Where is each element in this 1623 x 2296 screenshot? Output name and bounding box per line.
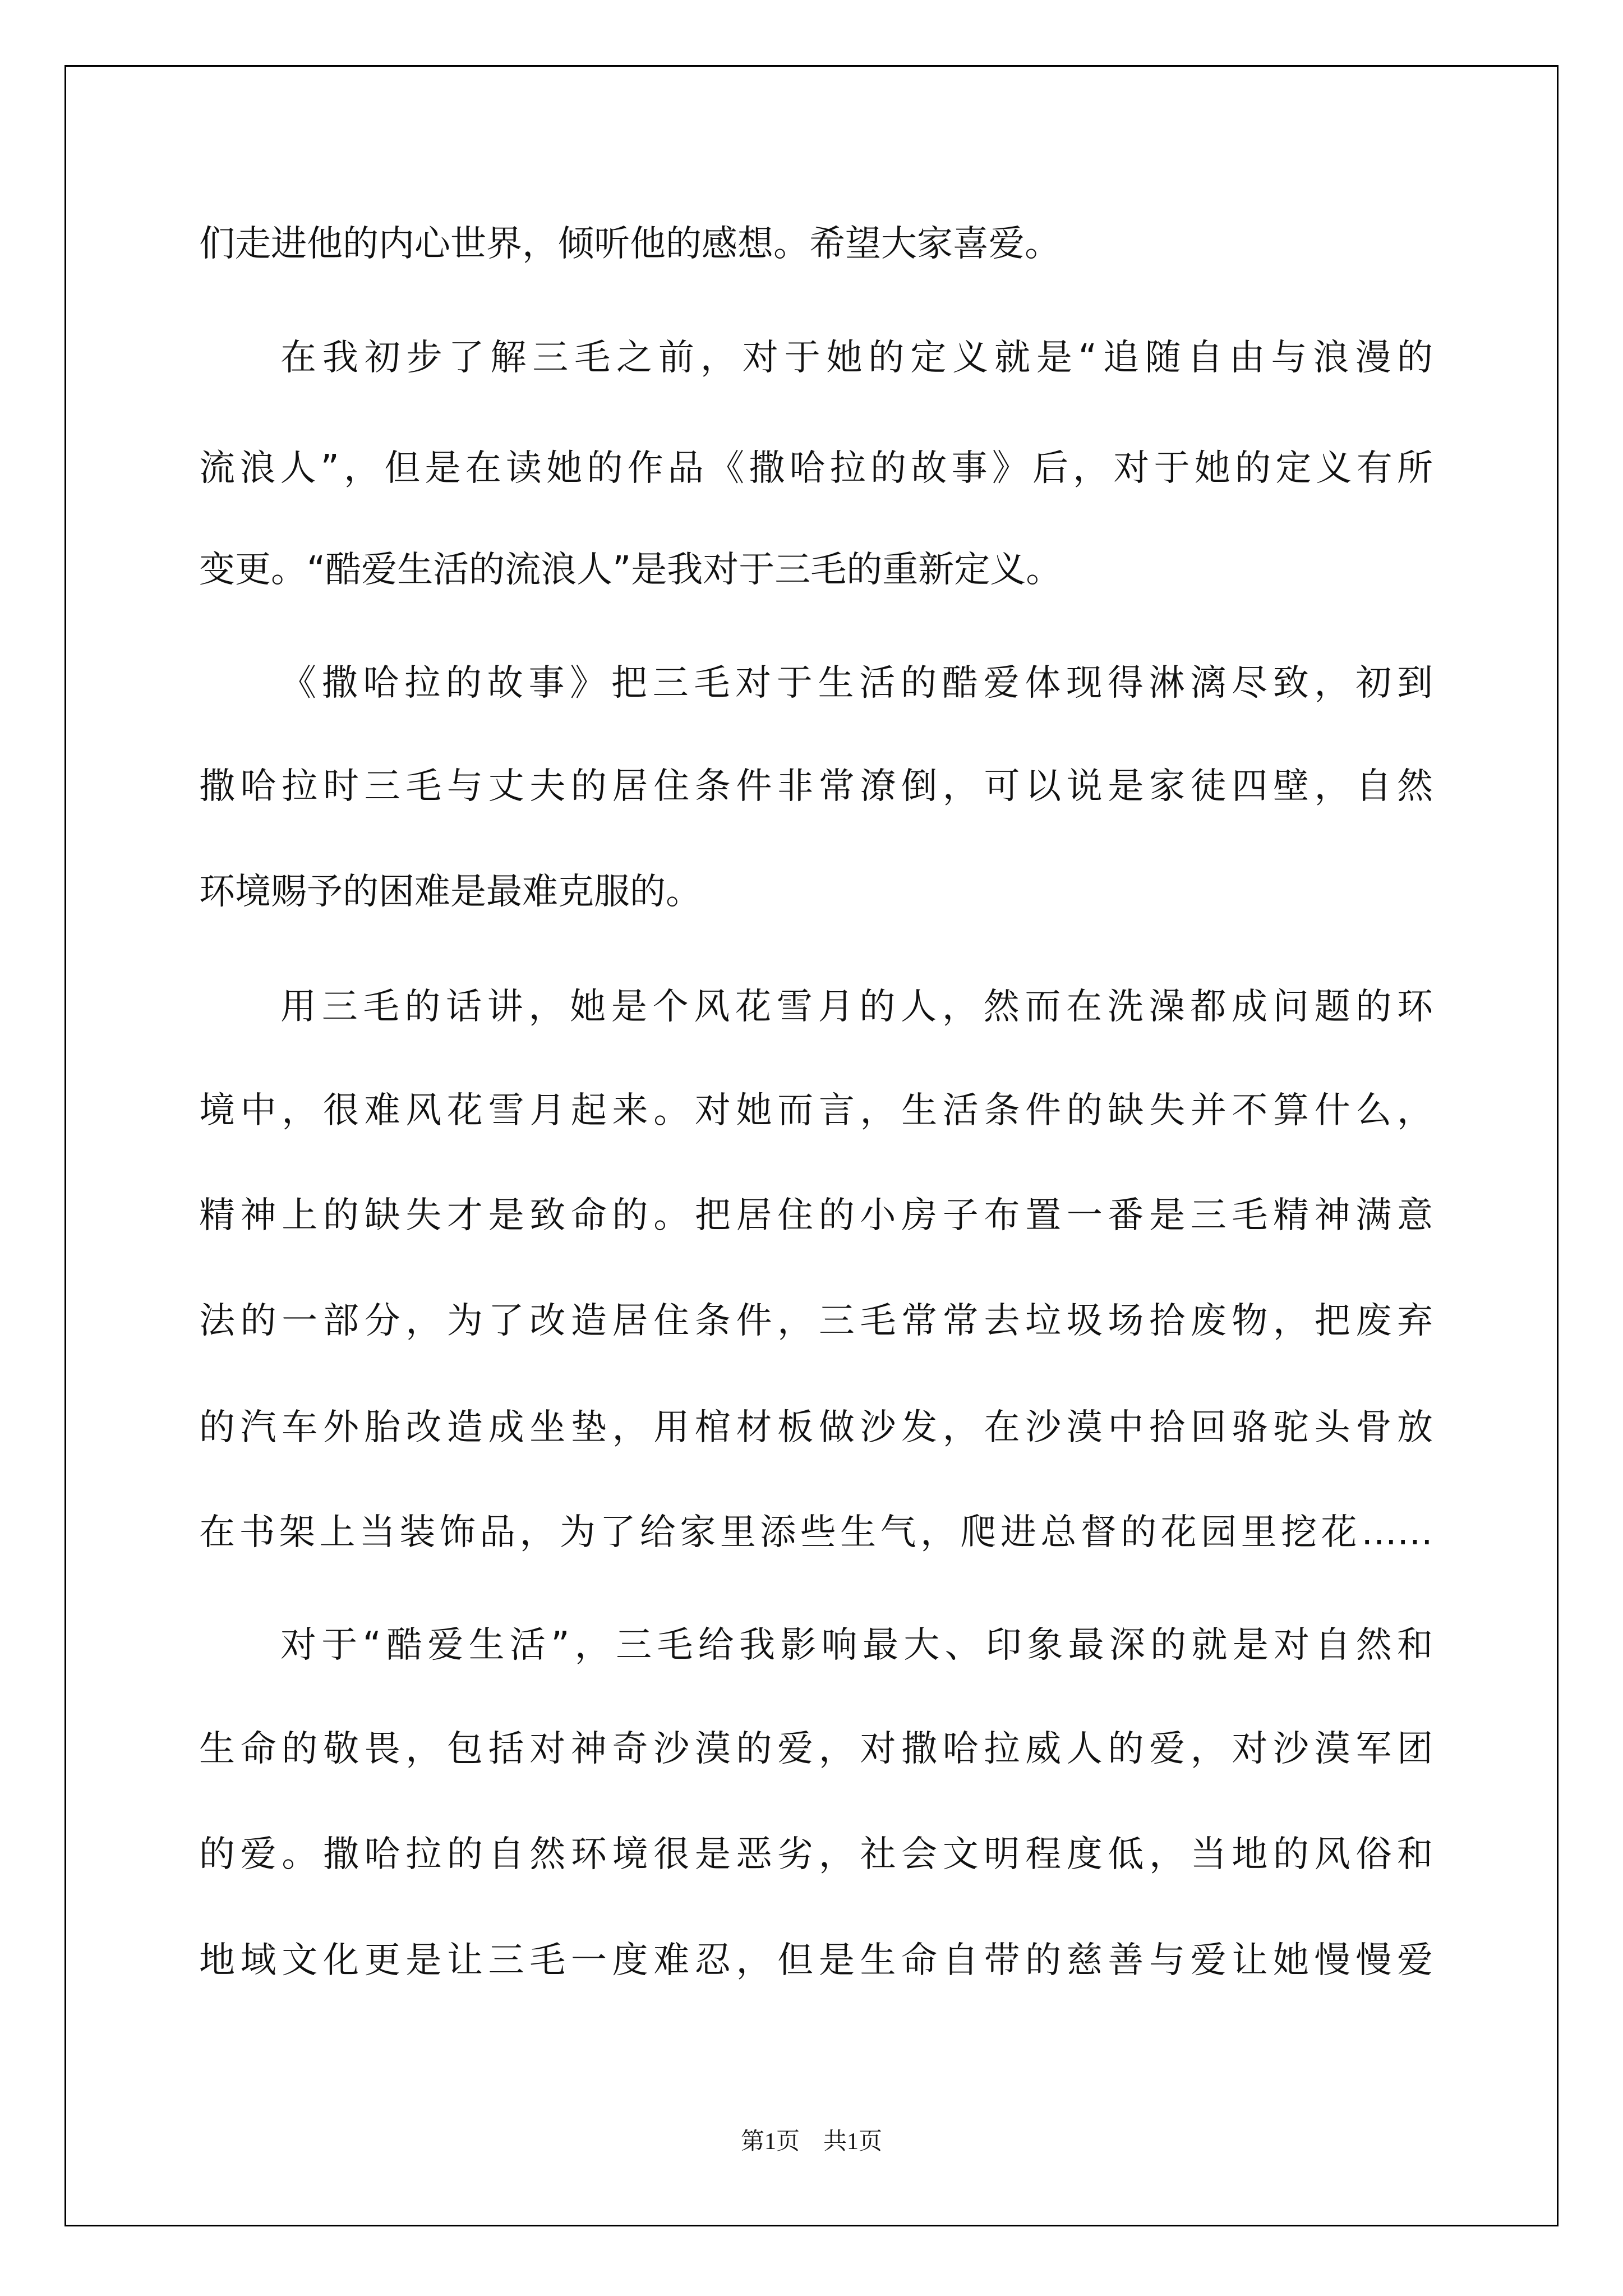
text-line: 的爱。撒哈拉的自然环境很是恶劣，社会文明程度低，当地的风俗和 [199,1834,1433,1875]
text-line: 在我初步了解三毛之前，对于她的定义就是“追随自由与浪漫的 [280,337,1433,379]
text-line: 环境赐予的困难是最难克服的。 [199,871,702,913]
text-line: 精神上的缺失才是致命的。把居住的小房子布置一番是三毛精神满意 [199,1195,1433,1236]
text-line: 在书架上当装饰品，为了给家里添些生气，爬进总督的花园里挖花…… [199,1512,1433,1553]
text-line: 境中，很难风花雪月起来。对她而言，生活条件的缺失并不算什么， [199,1090,1433,1131]
text-line: 生命的敬畏，包括对神奇沙漠的爱，对撒哈拉威人的爱，对沙漠军团 [199,1728,1433,1770]
text-line: 对于“酷爱生活”，三毛给我影响最大、印象最深的就是对自然和 [280,1625,1433,1666]
text-line: 法的一部分，为了改造居住条件，三毛常常去垃圾场拾废物，把废弃 [199,1300,1433,1342]
text-line: 撒哈拉时三毛与丈夫的居住条件非常潦倒，可以说是家徒四壁，自然 [199,766,1433,807]
text-line: 们走进他的内心世界，倾听他的感想。希望大家喜爱。 [199,223,1061,265]
text-line: 流浪人”，但是在读她的作品《撒哈拉的故事》后，对于她的定义有所 [199,448,1433,489]
text-line: 《撒哈拉的故事》把三毛对于生活的酷爱体现得淋漓尽致，初到 [280,662,1433,704]
page-number-footer: 第1页 共1页 [740,2129,882,2155]
text-line: 变更。“酷爱生活的流浪人”是我对于三毛的重新定义。 [199,549,1062,591]
text-line: 用三毛的话讲，她是个风花雪月的人，然而在洗澡都成问题的环 [280,986,1433,1028]
page-border [64,65,1559,2226]
text-line: 地域文化更是让三毛一度难忍，但是生命自带的慈善与爱让她慢慢爱 [199,1940,1433,1981]
text-line: 的汽车外胎改造成坐垫，用棺材板做沙发，在沙漠中拾回骆驼头骨放 [199,1407,1433,1448]
